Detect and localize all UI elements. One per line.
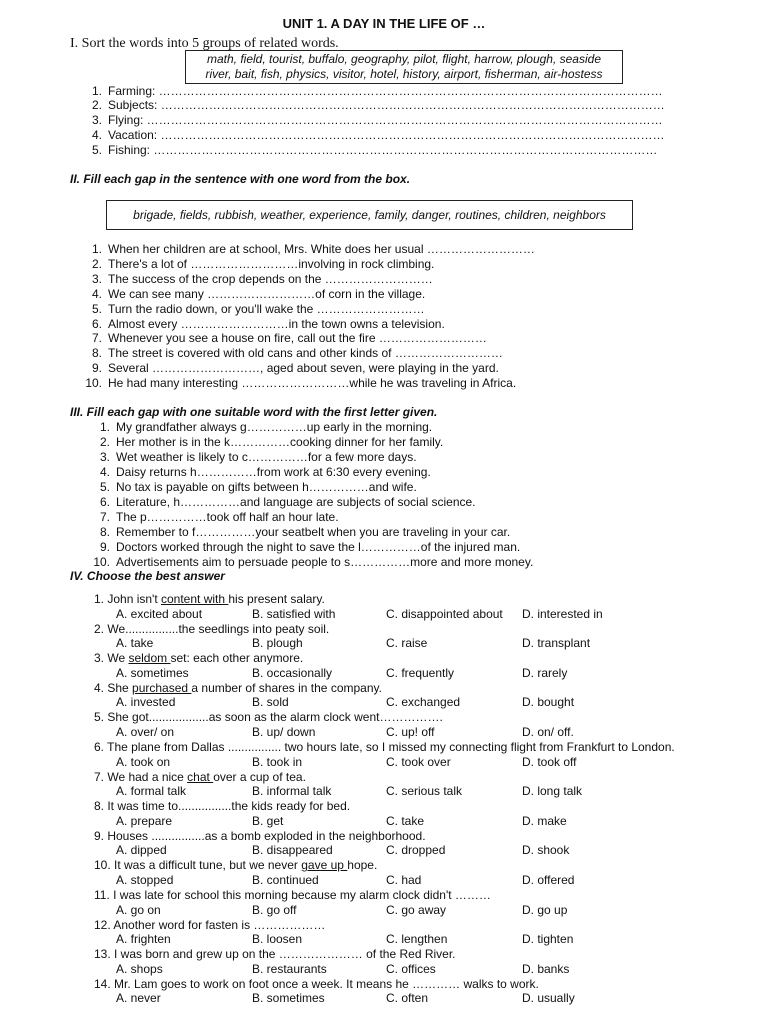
- answer-option-b: B. sometimes: [252, 991, 325, 1006]
- answer-option-b: B. up/ down: [252, 724, 316, 739]
- section-4-heading: IV. Choose the best answer: [70, 569, 225, 583]
- answer-option-c: C. lengthen: [386, 932, 448, 947]
- question-stem: 3. We seldom set: each other anymore.: [94, 651, 304, 666]
- question-stem: 8. It was time to................the kids ready for bed.: [94, 799, 351, 814]
- answer-option-b: B. satisfied with: [252, 606, 336, 621]
- underlined-word: chat: [187, 769, 214, 784]
- question-stem: 6. The plane from Dallas ................ two hours late, so I missed my connecting flight from Frankfurt to London.: [94, 740, 675, 754]
- answer-option-d: D. on/ off.: [522, 724, 574, 739]
- list-item: 5. No tax is payable on gifts between h……………and wife.: [99, 480, 417, 494]
- question-stem: 4. She purchased a number of shares in the company.: [94, 680, 382, 695]
- answer-option-b: B. informal talk: [252, 784, 332, 799]
- answer-option-b: B. took in: [252, 754, 303, 769]
- list-item: 4. Vacation: ………………………………………………………………………………………………………………: [91, 128, 665, 142]
- list-item: 7. Whenever you see a house on fire, call out the fire ………………………: [91, 331, 487, 345]
- list-item: 6. Literature, h……………and language are subjects of social science.: [99, 495, 476, 509]
- answer-option-b: B. plough: [252, 636, 303, 651]
- question-stem: 5. She got..................as soon as the alarm clock went…………….: [94, 710, 443, 725]
- word-box-1-line-2: river, bait, fish, physics, visitor, hotel, history, airport, fisherman, air-hostess: [205, 67, 603, 81]
- question-stem: 10. It was a difficult tune, but we never gave up hope.: [94, 858, 378, 873]
- answer-option-c: C. disappointed about: [386, 606, 503, 621]
- answer-option-a: A. invested: [116, 695, 176, 710]
- answer-option-b: B. loosen: [252, 932, 303, 947]
- answer-option-c: C. frequently: [386, 665, 455, 680]
- list-item: 1. Farming: ………………………………………………………………………………………………………………: [91, 84, 663, 98]
- answer-option-c: C. dropped: [386, 843, 446, 858]
- word-box-1-line-1: math, field, tourist, buffalo, geography, pilot, flight, harrow, plough, seaside: [206, 52, 601, 66]
- list-item: 2. There's a lot of ………………………involving in rock climbing.: [91, 257, 435, 271]
- answer-option-a: A. prepare: [116, 813, 173, 828]
- list-item: 9. Several ………………………, aged about seven, were playing in the yard.: [91, 361, 499, 375]
- word-box-1: [185, 50, 623, 84]
- answer-option-a: A. took on: [116, 754, 171, 769]
- list-item: 6. Almost every ………………………in the town owns a television.: [91, 317, 445, 331]
- answer-option-b: B. go off: [252, 902, 297, 917]
- answer-option-d: D. usually: [522, 991, 575, 1006]
- list-item: 4. We can see many ………………………of corn in the village.: [91, 287, 426, 301]
- list-item: 1. My grandfather always g……………up early in the morning.: [99, 420, 433, 434]
- answer-option-d: D. long talk: [522, 784, 583, 799]
- answer-option-a: A. never: [116, 991, 161, 1006]
- answer-option-b: B. get: [252, 813, 284, 828]
- underlined-word: content with: [161, 592, 229, 606]
- answer-option-b: B. occasionally: [252, 665, 333, 680]
- answer-option-c: C. offices: [386, 961, 436, 976]
- answer-option-d: D. bought: [522, 695, 575, 710]
- answer-option-c: C. go away: [386, 902, 447, 917]
- question-stem: 2. We................the seedlings into peaty soil.: [94, 621, 330, 636]
- answer-option-b: B. disappeared: [252, 843, 333, 858]
- underlined-word: gave up: [301, 858, 348, 873]
- answer-option-a: A. stopped: [116, 872, 174, 887]
- answer-option-c: C. exchanged: [386, 695, 461, 710]
- question-stem: 14. Mr. Lam goes to work on foot once a week. It means he ………… walks to work.: [94, 976, 539, 991]
- answer-option-d: D. interested in: [522, 606, 603, 621]
- section-3-heading: III. Fill each gap with one suitable word with the first letter given.: [70, 405, 438, 419]
- list-item: 5. Fishing: ………………………………………………………………………………………………………………: [91, 143, 658, 157]
- page-title: UNIT 1. A DAY IN THE LIFE OF …: [282, 16, 486, 31]
- answer-option-d: D. offered: [522, 872, 575, 887]
- answer-option-c: C. up! off: [386, 724, 435, 739]
- answer-option-a: A. shops: [116, 961, 163, 976]
- answer-option-d: D. shook: [522, 843, 570, 858]
- list-item: 3. Flying: …………………………………………………………………………………………………………………: [91, 113, 663, 127]
- answer-option-c: C. often: [386, 991, 429, 1006]
- list-item: 9. Doctors worked through the night to save the l……………of the injured man.: [99, 540, 521, 554]
- list-item: 8. Remember to f……………your seatbelt when you are traveling in your car.: [99, 525, 511, 539]
- answer-option-a: A. take: [116, 636, 154, 651]
- list-item: 3. Wet weather is likely to c……………for a few more days.: [99, 450, 417, 464]
- list-item: 2. Subjects: ………………………………………………………………………………………………………………: [91, 98, 665, 112]
- list-item: 5. Turn the radio down, or you'll wake the ………………………: [91, 302, 425, 316]
- answer-option-a: A. frighten: [116, 932, 171, 947]
- question-stem: 12. Another word for fasten is ………………: [94, 917, 326, 932]
- answer-option-c: C. had: [386, 872, 422, 887]
- answer-option-b: B. continued: [252, 872, 319, 887]
- question-stem: 13. I was born and grew up on the ………………… of the Red River.: [94, 947, 456, 962]
- answer-option-b: B. restaurants: [252, 961, 327, 976]
- answer-option-d: D. transplant: [522, 636, 591, 651]
- answer-option-d: D. make: [522, 813, 567, 828]
- section-1-heading: I. Sort the words into 5 groups of related words.: [70, 36, 339, 51]
- question-stem: 1. John isn't content with his present salary.: [94, 592, 325, 606]
- answer-option-d: D. took off: [522, 754, 577, 769]
- answer-option-c: C. serious talk: [386, 784, 463, 799]
- answer-option-b: B. sold: [252, 695, 289, 710]
- list-item: 1. When her children are at school, Mrs. White does her usual ………………………: [91, 242, 535, 256]
- list-item: 7. The p……………took off half an hour late.: [99, 510, 339, 524]
- answer-option-a: A. over/ on: [116, 724, 175, 739]
- answer-option-a: A. sometimes: [116, 665, 189, 680]
- question-stem: 9. Houses ................as a bomb exploded in the neighborhood.: [94, 828, 426, 843]
- underlined-word: purchased: [132, 680, 192, 695]
- question-stem: 11. I was late for school this morning because my alarm clock didn't ………: [94, 888, 491, 902]
- answer-option-a: A. dipped: [116, 843, 167, 858]
- answer-option-d: D. go up: [522, 902, 568, 917]
- list-item: 4. Daisy returns h……………from work at 6:30 every evening.: [99, 465, 431, 479]
- answer-option-a: A. formal talk: [116, 784, 187, 799]
- list-item: 8. The street is covered with old cans and other kinds of ………………………: [91, 346, 503, 360]
- word-box-2: [106, 200, 633, 230]
- answer-option-c: C. take: [386, 813, 425, 828]
- list-item: 10. He had many interesting ………………………while he was traveling in Africa.: [85, 376, 517, 390]
- answer-option-c: C. raise: [386, 636, 428, 651]
- list-item: 3. The success of the crop depends on the ………………………: [91, 272, 433, 286]
- answer-option-d: D. rarely: [522, 665, 568, 680]
- answer-option-a: A. go on: [116, 902, 161, 917]
- answer-option-c: C. took over: [386, 754, 451, 769]
- underlined-word: seldom: [128, 651, 171, 666]
- question-stem: 7. We had a nice chat over a cup of tea.: [94, 769, 306, 784]
- answer-option-d: D. banks: [522, 961, 570, 976]
- answer-option-d: D. tighten: [522, 932, 574, 947]
- list-item: 2. Her mother is in the k……………cooking dinner for her family.: [99, 435, 444, 449]
- list-item: 10. Advertisements aim to persuade people to s……………more and more money.: [93, 555, 534, 569]
- answer-option-a: A. excited about: [116, 606, 203, 621]
- section-2-heading: II. Fill each gap in the sentence with one word from the box.: [70, 172, 411, 186]
- word-box-2-text: brigade, fields, rubbish, weather, experience, family, danger, routines, children, neighbors: [133, 208, 606, 222]
